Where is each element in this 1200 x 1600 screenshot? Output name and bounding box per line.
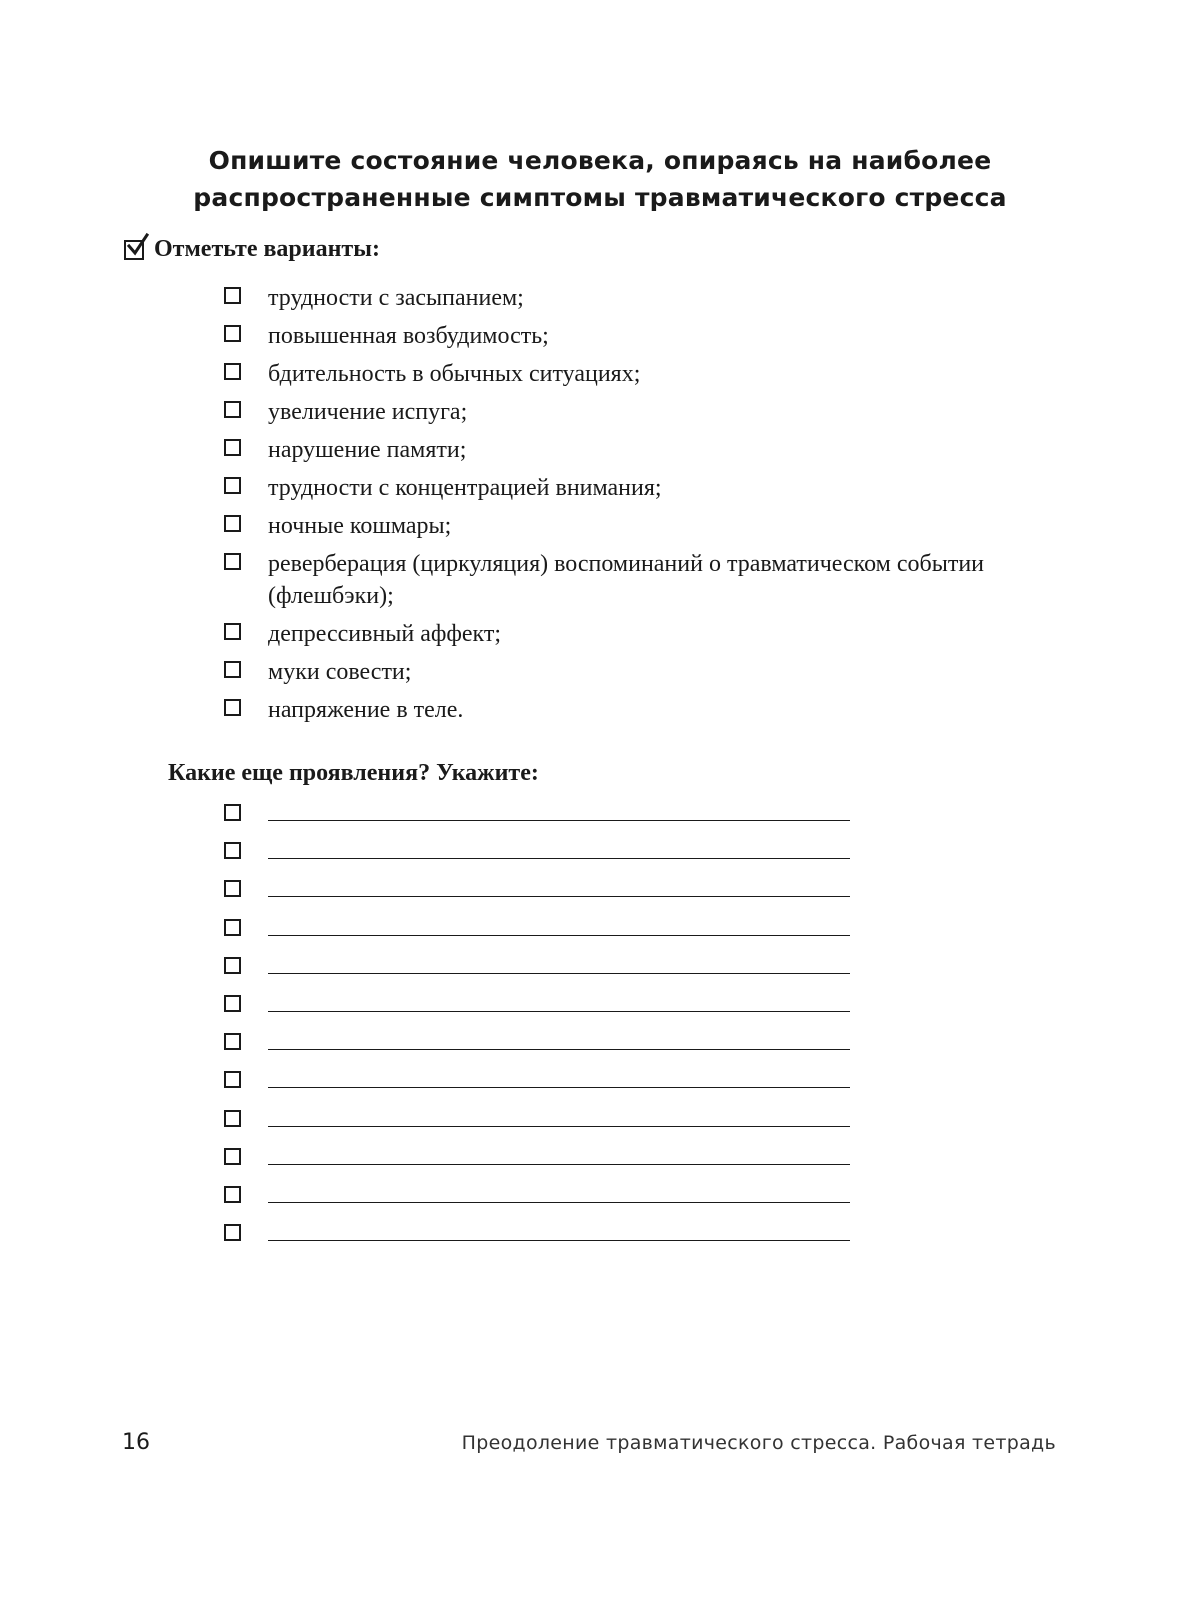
- checkbox[interactable]: [224, 1148, 241, 1165]
- checkbox[interactable]: [224, 287, 241, 304]
- symptom-item: [224, 656, 1074, 688]
- blank-entry-row: [224, 1069, 850, 1107]
- checkbox[interactable]: [224, 842, 241, 859]
- blank-entry-row: [224, 1222, 850, 1260]
- page-heading: [0, 142, 1200, 216]
- symptom-label: увеличение испуга;: [268, 399, 468, 425]
- mark-options-header: [124, 236, 380, 263]
- write-in-line[interactable]: [268, 993, 850, 1012]
- write-in-line[interactable]: [268, 955, 850, 974]
- write-in-line[interactable]: [268, 802, 850, 821]
- blank-entry-row: [224, 1184, 850, 1222]
- symptom-item: [224, 396, 1074, 428]
- checkbox[interactable]: [224, 477, 241, 494]
- checkbox[interactable]: [224, 401, 241, 418]
- blank-entry-row: [224, 802, 850, 840]
- symptom-label: муки совести;: [268, 659, 412, 685]
- checkbox[interactable]: [224, 919, 241, 936]
- write-in-line[interactable]: [268, 1222, 850, 1241]
- checkbox[interactable]: [224, 804, 241, 821]
- blank-entry-list: [224, 802, 850, 1260]
- symptom-label: нарушение памяти;: [268, 437, 467, 463]
- symptom-label: ночные кошмары;: [268, 513, 452, 539]
- symptom-label: депрессивный аффект;: [268, 621, 502, 647]
- symptom-item: [224, 282, 1074, 314]
- blank-entry-row: [224, 1146, 850, 1184]
- mark-options-title: Отметьте варианты:: [154, 236, 380, 262]
- checkbox[interactable]: [224, 1033, 241, 1050]
- symptom-label: трудности с засыпанием;: [268, 285, 524, 311]
- symptom-item: [224, 434, 1074, 466]
- write-in-line[interactable]: [268, 1146, 850, 1165]
- checkbox[interactable]: [224, 325, 241, 342]
- checkbox[interactable]: [224, 880, 241, 897]
- blank-entry-row: [224, 1031, 850, 1069]
- page-number: 16: [122, 1430, 150, 1455]
- checkbox[interactable]: [224, 1224, 241, 1241]
- symptom-item: [224, 694, 1074, 726]
- running-footer-title: Преодоление травматического стресса. Рабочая тетрадь: [461, 1432, 1056, 1454]
- blank-entry-row: [224, 840, 850, 878]
- symptom-label: трудности с концентрацией внимания;: [268, 475, 662, 501]
- heading-line-2: распространенные симптомы травматического стресса: [193, 183, 1007, 212]
- checkbox[interactable]: [224, 995, 241, 1012]
- symptom-list: [224, 282, 1074, 732]
- blank-entry-row: [224, 955, 850, 993]
- symptom-item: [224, 618, 1074, 650]
- checkbox[interactable]: [224, 1186, 241, 1203]
- checkbox[interactable]: [224, 363, 241, 380]
- checkbox[interactable]: [224, 957, 241, 974]
- write-in-line[interactable]: [268, 1031, 850, 1050]
- checkbox[interactable]: [224, 699, 241, 716]
- symptom-label: напряжение в теле.: [268, 697, 464, 723]
- symptom-item: [224, 320, 1074, 352]
- checkbox[interactable]: [224, 553, 241, 570]
- blank-entry-row: [224, 993, 850, 1031]
- checkbox[interactable]: [224, 1071, 241, 1088]
- blank-entry-row: [224, 1108, 850, 1146]
- checked-box-icon: [124, 240, 144, 260]
- symptom-label: повышенная возбудимость;: [268, 323, 549, 349]
- checkbox[interactable]: [224, 515, 241, 532]
- write-in-line[interactable]: [268, 878, 850, 897]
- symptom-label: бдительность в обычных ситуациях;: [268, 361, 641, 387]
- symptom-item: [224, 358, 1074, 390]
- other-symptoms-title: Какие еще проявления? Укажите:: [168, 760, 539, 786]
- checkbox[interactable]: [224, 623, 241, 640]
- write-in-line[interactable]: [268, 1184, 850, 1203]
- checkbox[interactable]: [224, 661, 241, 678]
- symptom-item: [224, 510, 1074, 542]
- write-in-line[interactable]: [268, 840, 850, 859]
- checkbox[interactable]: [224, 1110, 241, 1127]
- blank-entry-row: [224, 878, 850, 916]
- symptom-label: реверберация (циркуляция) воспоминаний о травматическом событии (флешбэки);: [268, 551, 985, 609]
- symptom-item: [224, 472, 1074, 504]
- blank-entry-row: [224, 917, 850, 955]
- write-in-line[interactable]: [268, 1069, 850, 1088]
- write-in-line[interactable]: [268, 917, 850, 936]
- symptom-item: [224, 548, 1074, 612]
- write-in-line[interactable]: [268, 1108, 850, 1127]
- heading-line-1: Опишите состояние человека, опираясь на наиболее: [208, 146, 992, 175]
- checkbox[interactable]: [224, 439, 241, 456]
